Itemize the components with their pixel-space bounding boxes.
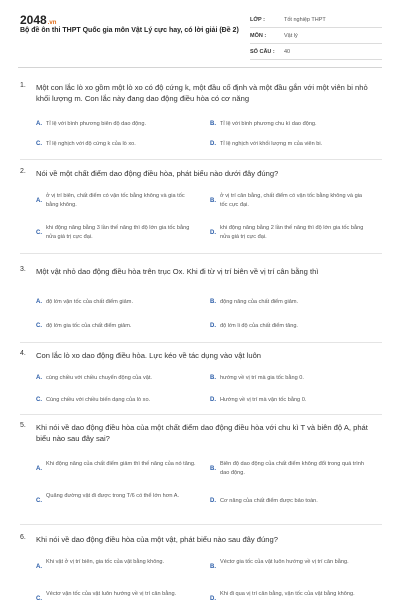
option-text: Hướng về vị trí mà vận tốc bằng 0. [220, 397, 307, 403]
meta-key: SỐ CÂU : [250, 48, 275, 55]
option-text: khi động năng bằng 3 lần thế năng thì độ lớn gia tốc bằng nửa giá trị cực đại. [46, 225, 190, 240]
option-letter: B. [210, 299, 216, 305]
option-text: cùng chiều với chiều chuyển động của vật. [46, 375, 152, 381]
question-text: Khi nói về dao động điều hòa của một chất điểm dao động điều hòa với chu kì T và biên độ A, phát biểu nào sau đây sai? [36, 423, 368, 443]
option-text: Khi động năng của chất điểm giảm thì thế năng của nó tăng. [46, 461, 196, 467]
meta-key: LỚP : [250, 16, 265, 23]
question-text: Nói về một chất điểm dao động điều hòa, phát biểu nào dưới đây đúng? [36, 169, 279, 178]
option-text: độ lớn vận tốc của chất điểm giảm. [46, 299, 133, 305]
question-text: Khi nói về dao động điều hòa của một vật, phát biểu nào sau đây đúng? [36, 535, 278, 544]
option-letter: B. [210, 564, 216, 570]
question-5 [20, 422, 380, 528]
option-text: Véctơ gia tốc của vật luôn hướng về vị trí cân bằng. [220, 559, 349, 565]
option-letter: B. [210, 466, 216, 472]
option-letter: D. [210, 397, 216, 403]
option-letter: A. [36, 198, 42, 204]
site-logo[interactable] [20, 13, 56, 27]
option-letter: A. [36, 564, 42, 570]
option-text: Véctơ vận tốc của vật luôn hướng về vị trí cân bằng. [46, 591, 177, 597]
option-letter: A. [36, 466, 42, 472]
meta-value: 40 [284, 48, 291, 55]
question-number: 1. [20, 82, 26, 89]
meta-value: Vật lý [284, 32, 298, 39]
option-text: Tỉ lệ nghịch với khối lượng m của viên bi. [220, 141, 323, 147]
option-letter: C. [36, 397, 42, 403]
option-letter: D. [210, 323, 216, 329]
option-letter: D. [210, 141, 216, 147]
option-letter: A. [36, 121, 42, 127]
question-2 [20, 168, 380, 258]
option-letter: A. [36, 299, 42, 305]
option-text: Khi vật ở vị trí biên, gia tốc của vật bằng không. [46, 559, 165, 565]
question-number: 5. [20, 422, 26, 429]
option-text: Khi đi qua vị trí cân bằng, vận tốc của vật bằng không. [220, 591, 355, 597]
option-letter: B. [210, 121, 216, 127]
question-divider [20, 342, 382, 343]
option-letter: D. [210, 230, 216, 236]
option-text: Quãng đường vật đi được trong T/6 có thể lớn hơn A. [46, 493, 180, 499]
question-divider [20, 524, 382, 525]
option-letter: C. [36, 230, 42, 236]
option-letter: B. [210, 375, 216, 381]
meta-row-class [250, 12, 382, 28]
option-letter: C. [36, 596, 42, 600]
question-text: Một vật nhỏ dao động điều hòa trên trục Ox. Khi đi từ vị trí biên về vị trí cân bằng thì [36, 267, 319, 276]
option-text: Cùng chiều với chiều biến dạng của lò xo. [46, 397, 151, 403]
exam-header [0, 0, 400, 64]
question-number: 2. [20, 168, 26, 175]
option-text: ở vị trí biên, chất điểm có vận tốc bằng không và gia tốc bằng không. [46, 193, 185, 208]
question-divider [20, 253, 382, 254]
question-text: Một con lắc lò xo gồm một lò xo có độ cứng k, một đầu cố định và một đầu gắn với một viên bi nhỏ khối lượng m. Con lắc này đang dao động điều hòa có cơ năng [36, 83, 368, 103]
meta-value: Tốt nghiệp THPT [284, 16, 326, 23]
exam-title: Bộ đề ôn thi THPT Quốc gia môn Vật Lý cực hay, có lời giải (Đề 2) [20, 27, 239, 34]
meta-row-subject [250, 28, 382, 44]
option-letter: A. [36, 375, 42, 381]
option-letter: B. [210, 198, 216, 204]
option-letter: D. [210, 596, 216, 600]
option-text: Tỉ lệ nghịch với độ cứng k của lò xo. [46, 141, 136, 147]
option-text: hướng về vị trí mà gia tốc bằng 0. [220, 375, 304, 381]
option-letter: C. [36, 141, 42, 147]
question-number: 3. [20, 266, 26, 273]
option-text: Tỉ lệ với bình phương biên độ dao động. [46, 121, 147, 127]
question-6 [20, 534, 380, 600]
option-text: khi động năng bằng 2 lần thế năng thì độ lớn gia tốc bằng nửa giá trị cực đại. [220, 225, 364, 240]
question-text: Con lắc lò xo dao động điều hòa. Lực kéo về tác dụng vào vật luôn [36, 351, 262, 360]
logo-suffix-text: .vn [47, 20, 57, 26]
question-1 [20, 82, 380, 160]
option-letter: C. [36, 498, 42, 504]
meta-key: MÔN : [250, 32, 267, 39]
option-text: Cơ năng của chất điểm được bảo toàn. [220, 498, 318, 504]
exam-meta [250, 12, 382, 60]
option-text: Tỉ lệ với bình phương chu kì dao động. [220, 121, 317, 127]
question-4 [20, 350, 380, 414]
question-divider [20, 159, 382, 160]
question-divider [20, 414, 382, 415]
logo-main-text: 2048 [20, 13, 47, 27]
header-divider [18, 67, 382, 68]
option-letter: D. [210, 498, 216, 504]
question-number: 4. [20, 350, 26, 357]
option-text: ở vị trí cân bằng, chất điểm có vận tốc bằng không và gia tốc cực đại. [220, 193, 363, 208]
option-text: độ lớn gia tốc của chất điểm giảm. [46, 323, 132, 329]
question-3 [20, 266, 380, 346]
option-text: Biên độ dao động của chất điểm không đổi trong quá trình dao động. [220, 461, 364, 476]
meta-row-question-count [250, 44, 382, 60]
question-number: 6. [20, 534, 26, 541]
option-letter: C. [36, 323, 42, 329]
option-text: độ lớn li độ của chất điểm tăng. [220, 323, 298, 329]
option-text: động năng của chất điểm giảm. [220, 299, 299, 305]
